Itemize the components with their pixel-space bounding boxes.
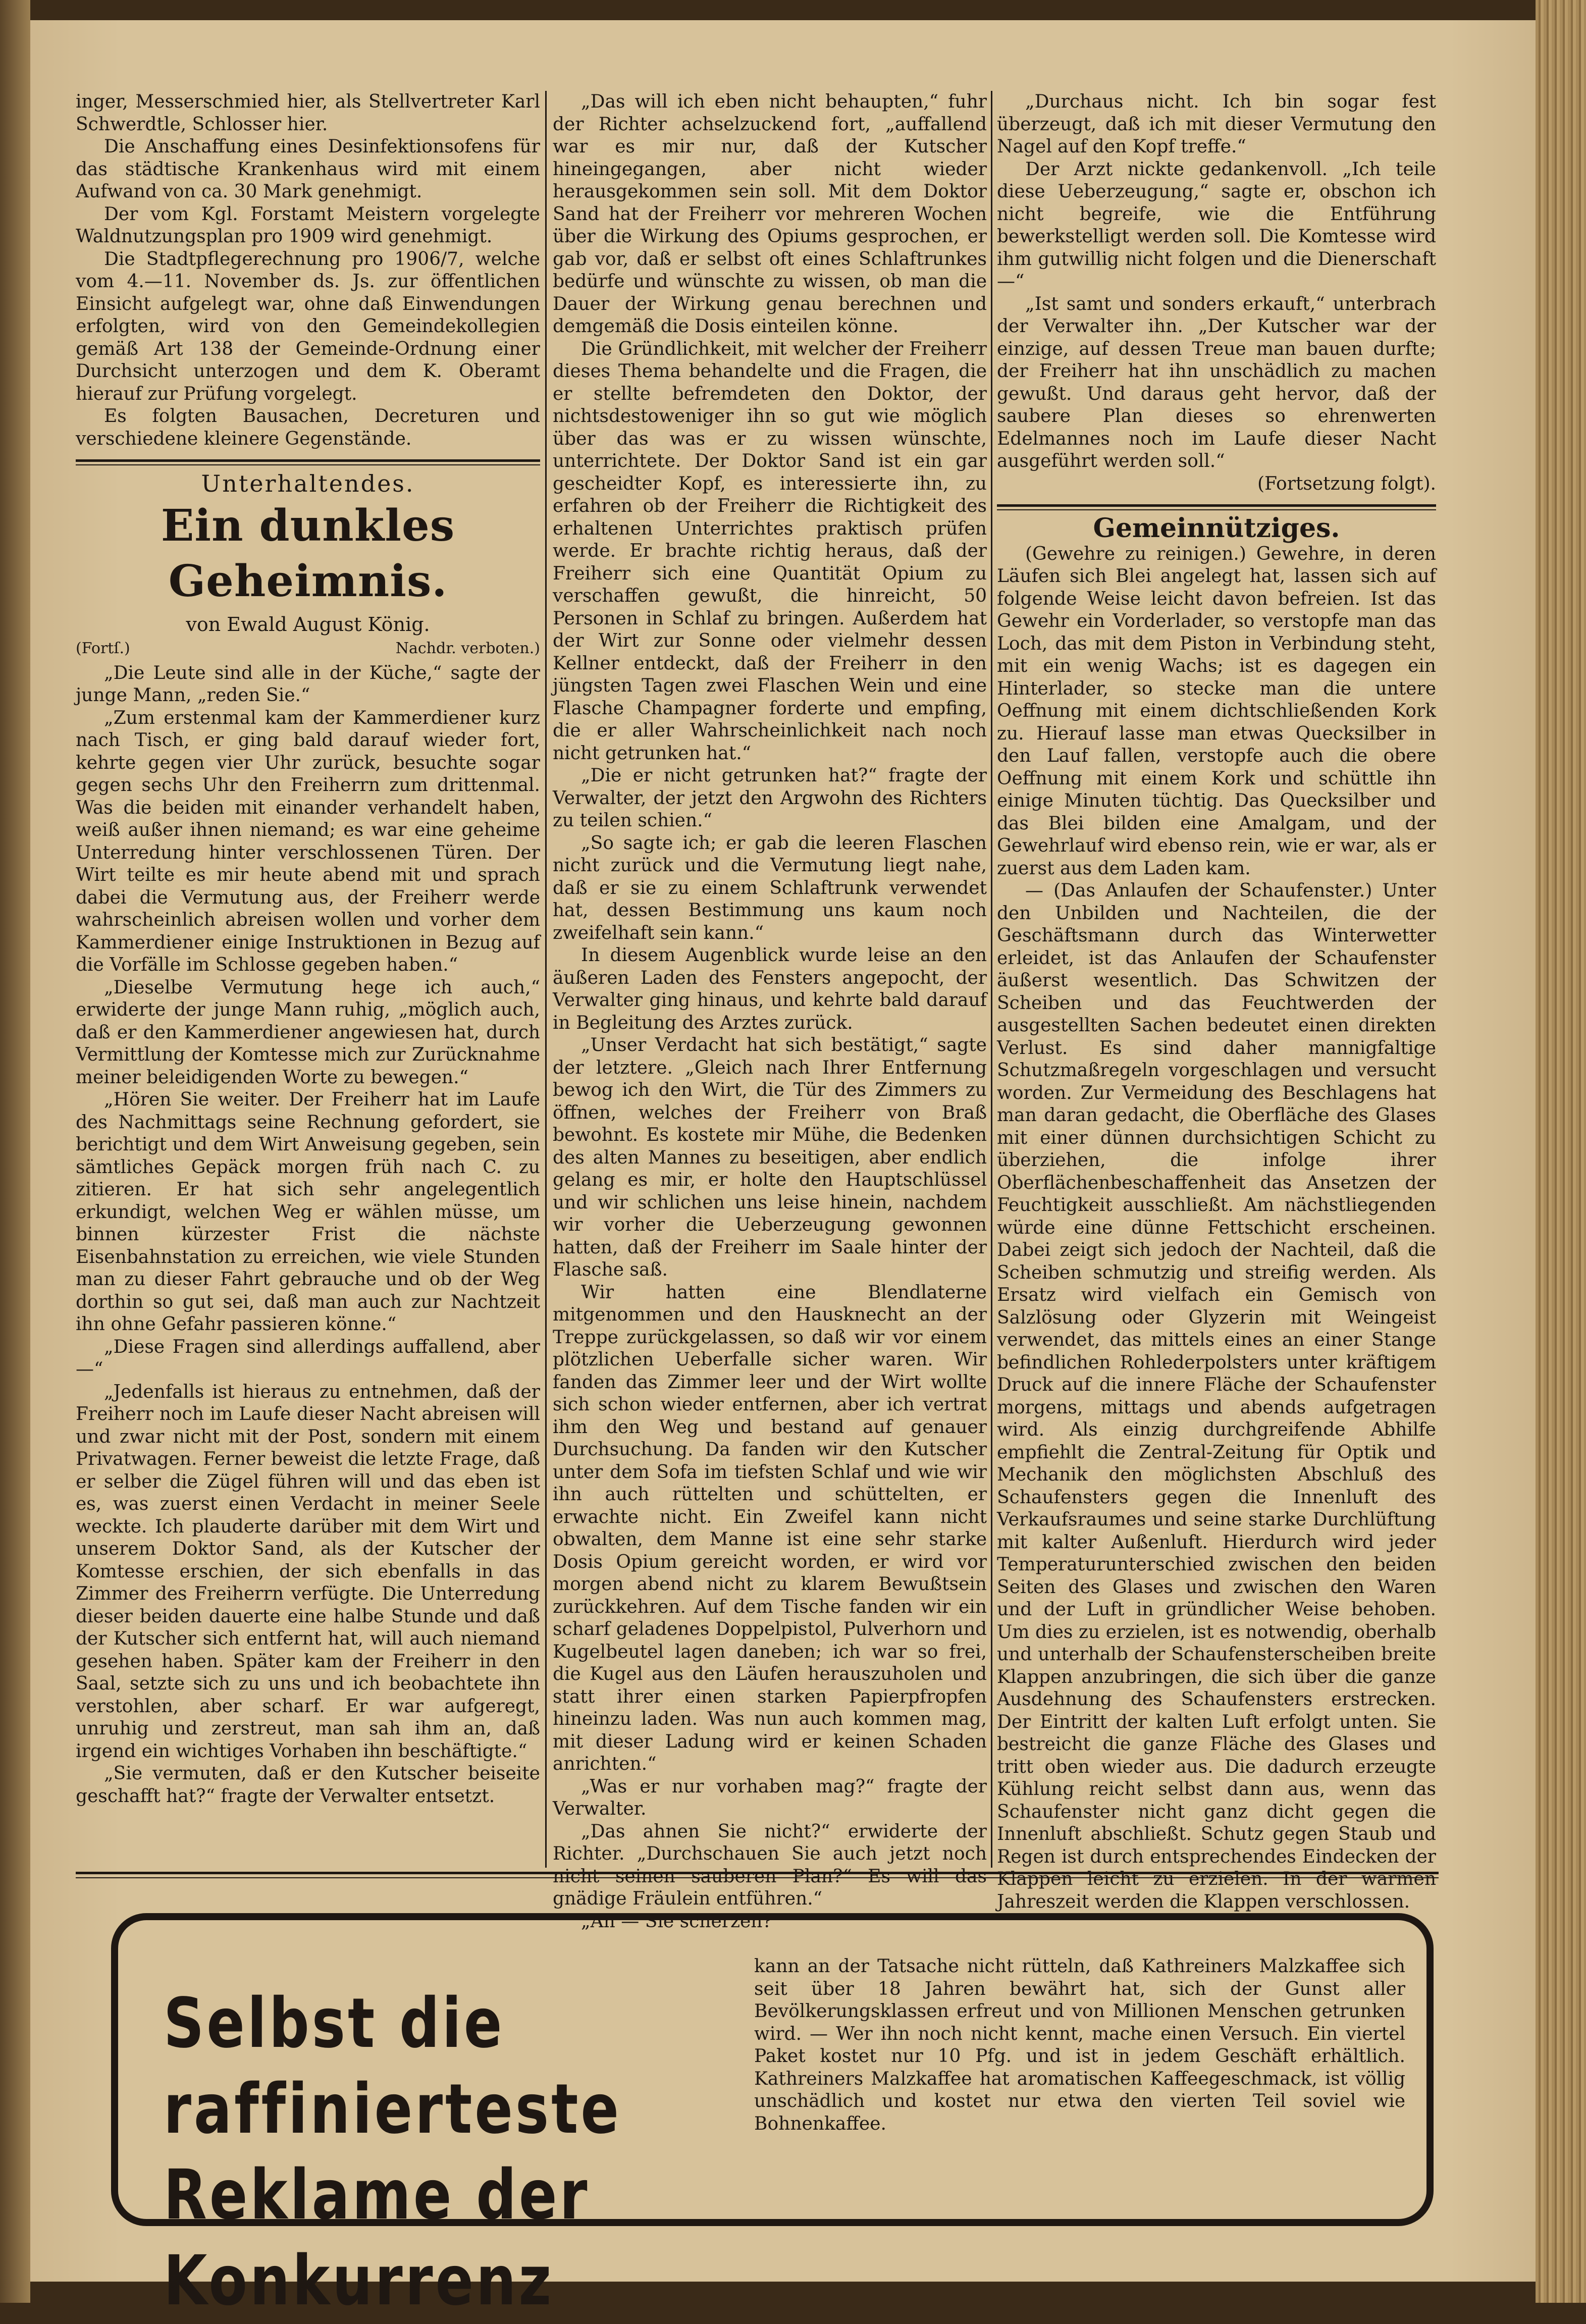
story-paragraph: „Das ahnen Sie nicht?“ erwiderte der Richter. „Durchschauen Sie auch jetzt noch nicht seinen sauberen Plan?“ Es will das gnädige Fräulein entführen.“ [553, 1821, 987, 1909]
paragraph: Die Stadtpflegerechnung pro 1906/7, welche vom 4.—11. November ds. Js. zur öffentlichen Einsicht aufgelegt war, ohne daß Einwendungen erfolgten, wird von den Gemeindekollegien gemäß Art 138 der Gemeinde-Ordnung einer Durchsicht unterzogen und dem K. Oberamt hierauf zur Prüfung vorgelegt. [76, 248, 540, 404]
paragraph: Es folgten Bausachen, Decreturen und verschiedene kleinere Gegenstände. [76, 406, 540, 449]
story-paragraph: „Was er nur vorhaben mag?“ fragte der Verwalter. [553, 1776, 987, 1819]
section-heading: Unterhaltendes. [201, 470, 415, 497]
column-rule [991, 91, 992, 1868]
story-paragraph: Der Arzt nickte gedankenvoll. „Ich teile diese Ueberzeugung,“ sagte er, obschon ich nicht begreife, wie die Entführung bewerkstelligt werden soll. Die Komtesse wird ihm gutwillig nicht folgen und die Dienerschaft —“ [997, 159, 1436, 292]
story-paragraph: „Dieselbe Vermutung hege ich auch,“ erwiderte der junge Mann ruhig, „möglich auch, daß er den Kammerdiener angewiesen hat, durch Vermittlung der Komtesse mich zur Zurücknahme meiner beleidigenden Worte zu bewegen.“ [76, 977, 540, 1088]
column-1 [76, 91, 540, 1808]
section-divider [76, 459, 540, 465]
serial-title: Ein dunkles Geheimnis. [161, 500, 455, 607]
column-rule [545, 91, 547, 1868]
story-paragraph: „Unser Verdacht hat sich bestätigt,“ sagte der letztere. „Gleich nach Ihrer Entfernung bewog ich den Wirt, die Tür des Zimmers zu öffnen, welches der Freiherr von Braß bewohnt. Es kostete mir Mühe, die Bedenken des alten Mannes zu beseitigen, aber endlich gelang es mir, er holte den Hauptschlüssel und wir schlichen uns leise hinein, nachdem wir vorher die Ueberzeugung gewonnen hatten, daß der Freiherr im Saale hinter der Flasche saß. [553, 1035, 987, 1280]
story-paragraph: „Jedenfalls ist hieraus zu entnehmen, daß der Freiherr noch im Laufe dieser Nacht abreisen will und zwar nicht mit der Post, sondern mit einem Privatwagen. Ferner beweist die letzte Frage, daß er selber die Zügel führen will und das eben ist es, was zuerst einen Verdacht in meiner Seele weckte. Ich plauderte darüber mit dem Wirt und unserem Doktor Sand, als der Kutscher der Komtesse erschien, der sich ebenfalls in das Zimmer des Freiherrn verfügte. Die Unterredung dieser beiden dauerte eine halbe Stunde und daß der Kutscher sich entfernt hat, will auch niemand gesehen haben. Später kam der Freiherr in den Saal, setzte sich zu uns und ich beobachtete ihn verstohlen, aber scharf. Er war aufgeregt, unruhig und zerstreut, man sah ihm an, daß irgend ein wichtiges Vorhaben ihn beschäftigte.“ [76, 1381, 540, 1762]
story-paragraph: „Die er nicht getrunken hat?“ fragte der Verwalter, der jetzt den Argwohn des Richters zu teilen schien.“ [553, 765, 987, 831]
advertisement-box [111, 1913, 1434, 2321]
story-paragraph: „Diese Fragen sind allerdings auffallend, aber —“ [76, 1336, 540, 1380]
byline: von Ewald August König. [186, 613, 430, 636]
story-paragraph: „So sagte ich; er gab die leeren Flaschen nicht zurück und die Vermutung liegt nahe, daß er sie zu einem Schlaftrunk verwendet hat, dessen Bestimmung uns kaum noch zweifelhaft sein kann.“ [553, 832, 987, 943]
story-paragraph: „Das will ich eben nicht behaupten,“ fuhr der Richter achselzuckend fort, „auffallend war es mir nur, daß der Kutscher hineingegangen, aber nicht wieder herausgekommen sein soll. Mit dem Doktor Sand hat der Freiherr vor mehreren Wochen über die Wirkung des Opiums gesprochen, er gab vor, daß er selbst oft eines Schlaftrunkes bedürfe und wünschte zu wissen, ob man die Dauer der Wirkung genau berechnen und demgemäß die Dosis einteilen könne. [553, 91, 987, 337]
tips-paragraph: (Gewehre zu reinigen.) Gewehre, in deren Läufen sich Blei angelegt hat, lassen sich auf folgende Weise leicht davon befreien. Ist das Gewehr ein Vorderlader, so verstopfe man das Loch, das mit dem Piston in Verbindung steht, mit ein wenig Wachs; ist es dagegen ein Hinterlader, so stecke man die untere Oeffnung mit einem dichtschließenden Kork zu. Hierauf lasse man etwas Quecksilber in den Lauf fallen, verstopfe auch die obere Oeffnung mit einem Kork und schüttle ihn einige Minuten tüchtig. Das Quecksilber und das Blei bilden eine Amalgam, und der Gewehrlauf wird ebenso rein, wie er war, als er zuerst aus dem Laden kam. [997, 543, 1436, 879]
serial-note-row [76, 638, 540, 660]
reprint-note: Nachdr. verboten.) [395, 640, 540, 657]
story-paragraph: „Sie vermuten, daß er den Kutscher beiseite geschafft hat?“ fragte der Verwalter entsetzt. [76, 1763, 540, 1807]
page-stack-edge [1536, 0, 1586, 2303]
story-paragraph: „Zum erstenmal kam der Kammerdiener kurz nach Tisch, er ging bald darauf wieder fort, kehrte gegen vier Uhr zurück, besuchte sogar gegen sechs Uhr den Freiherrn zum drittenmal. Was die beiden mit einander verhandelt haben, weiß außer ihnen niemand; es war eine geheime Unterredung hinter verschlossenen Türen. Der Wirt teilte es mir heute abend mit und sprach dabei die Vermutung aus, der Freiherr werde wahrscheinlich abreisen wollen und vorher dem Kammerdiener einige Instruktionen in Bezug auf die Vorfälle im Schlosse gegeben haben.“ [76, 707, 540, 975]
continuation-note: (Fortsetzung folgt). [1257, 473, 1436, 494]
section-divider [997, 504, 1436, 510]
section-heading: Gemeinnütziges. [1093, 513, 1340, 544]
story-paragraph: „Ist samt und sonders erkauft,“ unterbrach der Verwalter ihn. „Der Kutscher war der einzige, auf dessen Treue man bauen durfte; der Freiherr hat ihn unschädlich zu machen gewußt. Und daraus geht hervor, daß der saubere Plan dieses so ehrenwerten Edelmannes noch im Laufe dieser Nacht ausgeführt werden soll.“ [997, 293, 1436, 471]
page-divider [76, 1872, 1439, 1878]
story-paragraph: Die Gründlichkeit, mit welcher der Freiherr dieses Thema behandelte und die Fragen, die er stellte befremdeten den Doktor, der nichtsdestoweniger ihn so gut wie möglich über das was er zu wissen wünschte, unterrichtete. Der Doktor Sand ist ein gar gescheidter Kopf, es interessierte ihn, zu erfahren ob der Freiherr die Richtigkeit des erhaltenen Unterrichtes praktisch prüfen werde. Er brachte richtig heraus, daß der Freiherr sich eine Quantität Opium zu verschaffen gewußt, die hinreicht, 50 Personen in Schlaf zu bringen. Außerdem hat der Wirt zur Sonne oder vielmehr dessen Kellner entdeckt, daß der Freiherr in den jüngsten Tagen zwei Flaschen Wein und eine Flasche Champagner forderte und empfing, die er aller Wahrscheinlichkeit nach noch nicht getrunken hat.“ [553, 338, 987, 764]
ad-headline-line: Reklame der Konkurrenz [164, 2155, 590, 2321]
story-paragraph: „Die Leute sind alle in der Küche,“ sagte der junge Mann, „reden Sie.“ [76, 662, 540, 706]
book-binding-left [0, 0, 30, 2303]
paragraph: Die Anschaffung eines Desinfektionsofens für das städtische Krankenhaus wird mit einem Aufwand von ca. 30 Mark genehmigt. [76, 136, 540, 202]
column-2 [553, 91, 987, 1933]
column-3 [997, 91, 1436, 1913]
ad-headline-line: Selbst die raffinierteste [164, 1984, 621, 2149]
paragraph: Der vom Kgl. Forstamt Meistern vorgelegte Waldnutzungsplan pro 1909 wird genehmigt. [76, 203, 540, 247]
tips-paragraph: — (Das Anlaufen der Schaufenster.) Unter den Unbilden und Nachteilen, die der Geschäftsmann durch das Winterwetter erleidet, ist das Anlaufen der Schaufenster äußerst wesentlich. Das Schwitzen der Scheiben und das Feuchtwerden der ausgestellten Sachen bedeutet einen direkten Verlust. Es sind daher mannigfaltige Schutzmaßregeln vorgeschlagen und versucht worden. Zur Vermeidung des Beschlagens hat man daran gedacht, die Oberfläche des Glases mit einer dünnen durchsichtigen Schicht zu überziehen, die infolge ihrer Oberflächenbeschaffenheit das Ansetzen der Feuchtigkeit ausschließt. Am nächstliegenden würde eine dünne Fettschicht erscheinen. Dabei zeigt sich jedoch der Nachteil, daß die Scheiben schmutzig und streifig werden. Als Ersatz wird vielfach ein Gemisch von Salzlösung oder Glyzerin mit Weingeist verwendet, das mittels eines an einer Stange befindlichen Rohlederpolsters unter kräftigem Druck auf die innere Fläche der Schaufenster morgens, mittags und abends aufgetragen wird. Als einzig durchgreifende Abhilfe empfiehlt die Zentral-Zeitung für Optik und Mechanik den möglichsten Abschluß des Schaufensters gegen die Innenluft des Verkaufsraumes und seine starke Durchlüftung mit kalter Außenluft. Hierdurch wird jeder Temperaturunterschied zwischen den beiden Seiten des Glases und zwischen den Waren und der Luft in gründlicher Weise behoben. Um dies zu erzielen, ist es notwendig, oberhalb und unterhalb der Schaufensterscheiben breite Klappen anzubringen, die sich über die ganze Ausdehnung des Schaufensters erstrecken. Der Eintritt der kalten Luft erfolgt unten. Sie bestreicht die ganze Fläche des Glases und tritt oben wieder aus. Die dadurch erzeugte Kühlung reicht selbst dann aus, wenn das Schaufenster nicht ganz dicht gegen die Innenluft abschließt. Schutz gegen Staub und Regen ist durch entsprechendes Eindecken der Klappen leicht zu erzielen. In der warmen Jahreszeit werden die Klappen verschlossen. [997, 880, 1436, 1912]
continued-note: (Fortſ.) [76, 640, 130, 657]
story-paragraph: „Durchaus nicht. Ich bin sogar fest überzeugt, daß ich mit dieser Vermutung den Nagel auf den Kopf treffe.“ [997, 91, 1436, 157]
story-paragraph: „Hören Sie weiter. Der Freiherr hat im Laufe des Nachmittags seine Rechnung gefordert, sie berichtigt und dem Wirt Anweisung gegeben, sein sämtliches Gepäck morgen früh nach C. zu zitieren. Er hat sich sehr angelegentlich erkundigt, welchen Weg er wählen müsse, um binnen kürzester Frist die nächste Eisenbahnstation zu erreichen, wie viele Stunden man zu dieser Fahrt gebrauche und ob der Weg dorthin so gut sei, daß man auch zur Nachtzeit ihn ohne Gefahr passieren könne.“ [76, 1089, 540, 1335]
ad-headline [164, 1981, 694, 2324]
story-paragraph: In diesem Augenblick wurde leise an den äußeren Laden des Fensters angepocht, der Verwalter ging hinaus, und kehrte bald darauf in Begleitung des Arztes zurück. [553, 945, 987, 1033]
story-paragraph: Wir hatten eine Blendlaterne mitgenommen und den Hausknecht an der Treppe zurückgelassen, so daß wir vor einem plötzlichen Ueberfalle sicher waren. Wir fanden das Zimmer leer und der Wirt wollte sich schon wieder entfernen, aber ich vertrat ihm den Weg und bestand auf genauer Durchsuchung. Da fanden wir den Kutscher unter dem Sofa im tiefsten Schlaf und wie wir ihn auch rüttelten und schüttelten, er erwachte nicht. Ein Zweifel kann nicht obwalten, dem Manne ist eine sehr starke Dosis Opium gereicht worden, er wird vor morgen abend nicht zu klarem Bewußtsein zurückkehren. Auf dem Tische fanden wir ein scharf geladenes Doppelpistol, Pulverhorn und Kugelbeutel lagen daneben; ich war so frei, die Kugel aus den Läufen herauszuholen und statt ihrer einen starken Papierpfropfen hineinzu laden. Was nun auch kommen mag, mit dieser Ladung wird er keinen Schaden anrichten.“ [553, 1282, 987, 1774]
ad-body-text: kann an der Tatsache nicht rütteln, daß Kathreiners Malzkaffee sich seit über 18 Jahren bewährt hat, sich der Gunst aller Bevölkerungsklassen erfreut und von Millionen Menschen getrunken wird. — Wer ihn noch nicht kennt, mache einen Versuch. Ein viertel Paket kostet nur 10 Pfg. und ist in jedem Geschäft erhältlich. Kathreiners Malzkaffee hat aromatischen Kaffeegeschmack, ist völlig unschädlich und kostet nur etwa den vierten Teil soviel wie Bohnenkaffee. [754, 1956, 1405, 2134]
story-paragraph: „Ah — Sie scherzen?“ [581, 1911, 782, 1932]
paragraph: inger, Messerschmied hier, als Stellvertreter Karl Schwerdtle, Schlosser hier. [76, 91, 540, 135]
